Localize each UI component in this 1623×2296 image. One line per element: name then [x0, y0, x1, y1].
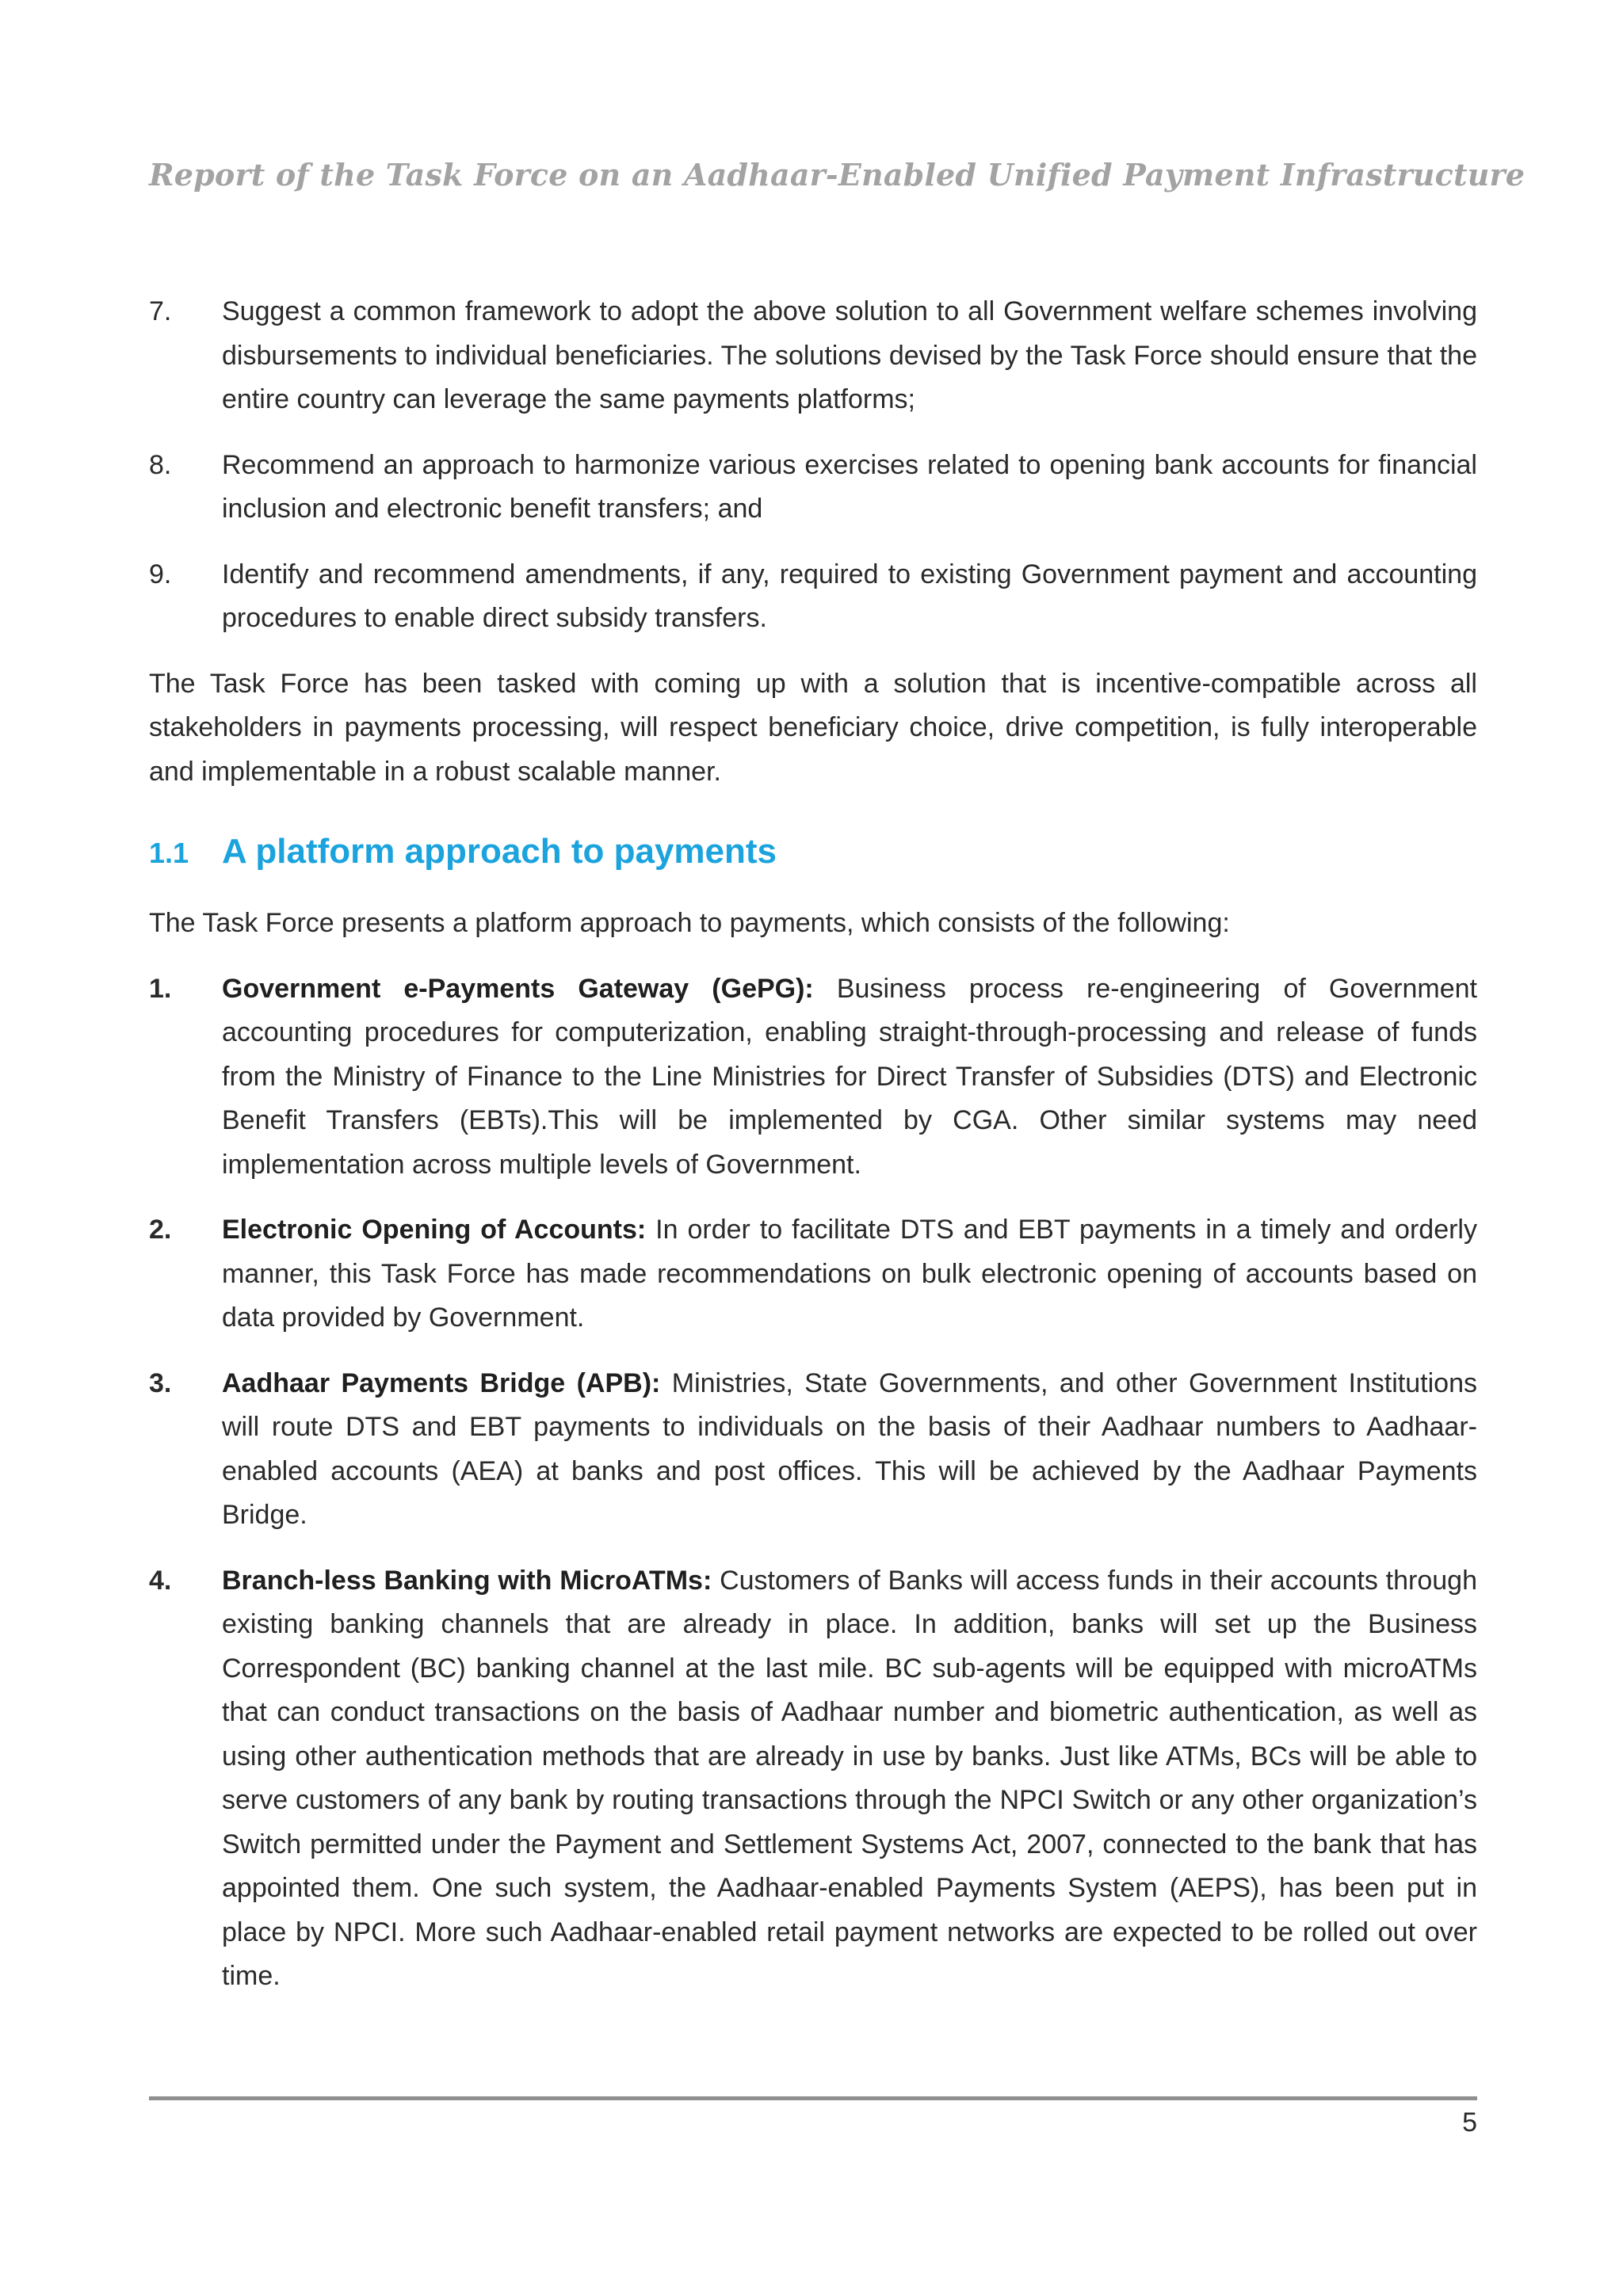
document-page: [149, 0, 1526, 2296]
platform-item-number: 2.: [149, 1215, 172, 1245]
platform-item-body: [222, 1559, 1477, 1999]
section-title: A platform approach to payments: [222, 832, 777, 871]
section-lead-paragraph: The Task Force presents a platform approach to payments, which consists of the following:: [149, 908, 1230, 938]
page-number: 5: [1462, 2107, 1477, 2138]
running-header: Report of the Task Force on an Aadhaar-Enabled Unified Payment Infrastructure: [149, 157, 1526, 193]
list-item-text: Identify and recommend amendments, if any, required to existing Government payment and accounting procedures to enable direct subsidy transfers.: [222, 559, 1477, 633]
page-content: [149, 290, 1477, 2020]
list-item-text: Suggest a common framework to adopt the above solution to all Government welfare schemes involving disbursements to individual beneficiaries. The solutions devised by the Task Force should ensure that the entire country can leverage the same payments platforms;: [222, 296, 1477, 414]
platform-item: [149, 1208, 1477, 1341]
list-item: [149, 290, 1477, 422]
footer-divider: [149, 2096, 1477, 2100]
platform-item-text: In order to facilitate DTS and EBT payments in a timely and orderly manner, this Task Force has made recommendations on bulk electronic opening of accounts based on data provided by Government.: [222, 1215, 1477, 1333]
platform-item-term: Electronic Opening of Accounts:: [222, 1215, 647, 1245]
platform-item: [149, 967, 1477, 1188]
platform-item-text: Business process re-engineering of Government accounting procedures for computerization, enabling straight-through-processing and release of funds from the Ministry of Finance to the Line Ministries for Direct Transfer of Subsidies (DTS) and Electronic Benefit Transfers (EBTs).This will be implemented by CGA. Other similar systems may need implementation across multiple levels of Government.: [222, 973, 1477, 1180]
platform-item-text: Ministries, State Governments, and other Government Institutions will route DTS and EBT payments to individuals on the basis of their Aadhaar numbers to Aadhaar-enabled accounts (AEA) at banks and post offices. This will be achieved by the Aadhaar Payments Bridge.: [222, 1367, 1477, 1530]
platform-item: [149, 1559, 1477, 1999]
platform-item-number: 4.: [149, 1565, 172, 1596]
intro-paragraph: The Task Force has been tasked with coming up with a solution that is incentive-compatible across all stakeholders in payments processing, will respect beneficiary choice, drive competition, is fully interoperable and implementable in a robust scalable manner.: [149, 668, 1477, 787]
list-item-number: 9.: [149, 559, 172, 589]
platform-item-number: 3.: [149, 1367, 172, 1398]
list-item: [149, 444, 1477, 532]
section-number: 1.1: [149, 837, 189, 869]
list-item: [149, 553, 1477, 641]
platform-item-body: [222, 1362, 1477, 1538]
list-item-number: 7.: [149, 296, 172, 326]
platform-item: [149, 1362, 1477, 1538]
section-heading: [149, 828, 1477, 877]
platform-item-number: 1.: [149, 973, 172, 1004]
platform-item-text: Customers of Banks will access funds in their accounts through existing banking channels that are already in place. In addition, banks will set up the Business Correspondent (BC) banking channel at the last mile. BC sub-agents will be equipped with microATMs that can conduct transactions on the basis of Aadhaar number and biometric authentication, as well as using other authentication methods that are already in use by banks. Just like ATMs, BCs will be able to serve customers of any bank by routing transactions through the NPCI Switch or any other organization’s Switch permitted under the Payment and Settlement Systems Act, 2007, connected to the bank that has appointed them. One such system, the Aadhaar-enabled Payments System (AEPS), has been put in place by NPCI. More such Aadhaar-enabled retail payment networks are expected to be rolled out over time.: [222, 1565, 1477, 1991]
platform-item-term: Aadhaar Payments Bridge (APB):: [222, 1367, 661, 1398]
platform-item-body: [222, 1208, 1477, 1341]
list-item-text: Recommend an approach to harmonize various exercises related to opening bank accounts for financial inclusion and electronic benefit transfers; and: [222, 449, 1477, 524]
platform-item-term: Branch-less Banking with MicroATMs:: [222, 1565, 712, 1596]
platform-item-term: Government e-Payments Gateway (GePG):: [222, 973, 814, 1004]
platform-item-body: [222, 967, 1477, 1188]
list-item-number: 8.: [149, 449, 172, 480]
